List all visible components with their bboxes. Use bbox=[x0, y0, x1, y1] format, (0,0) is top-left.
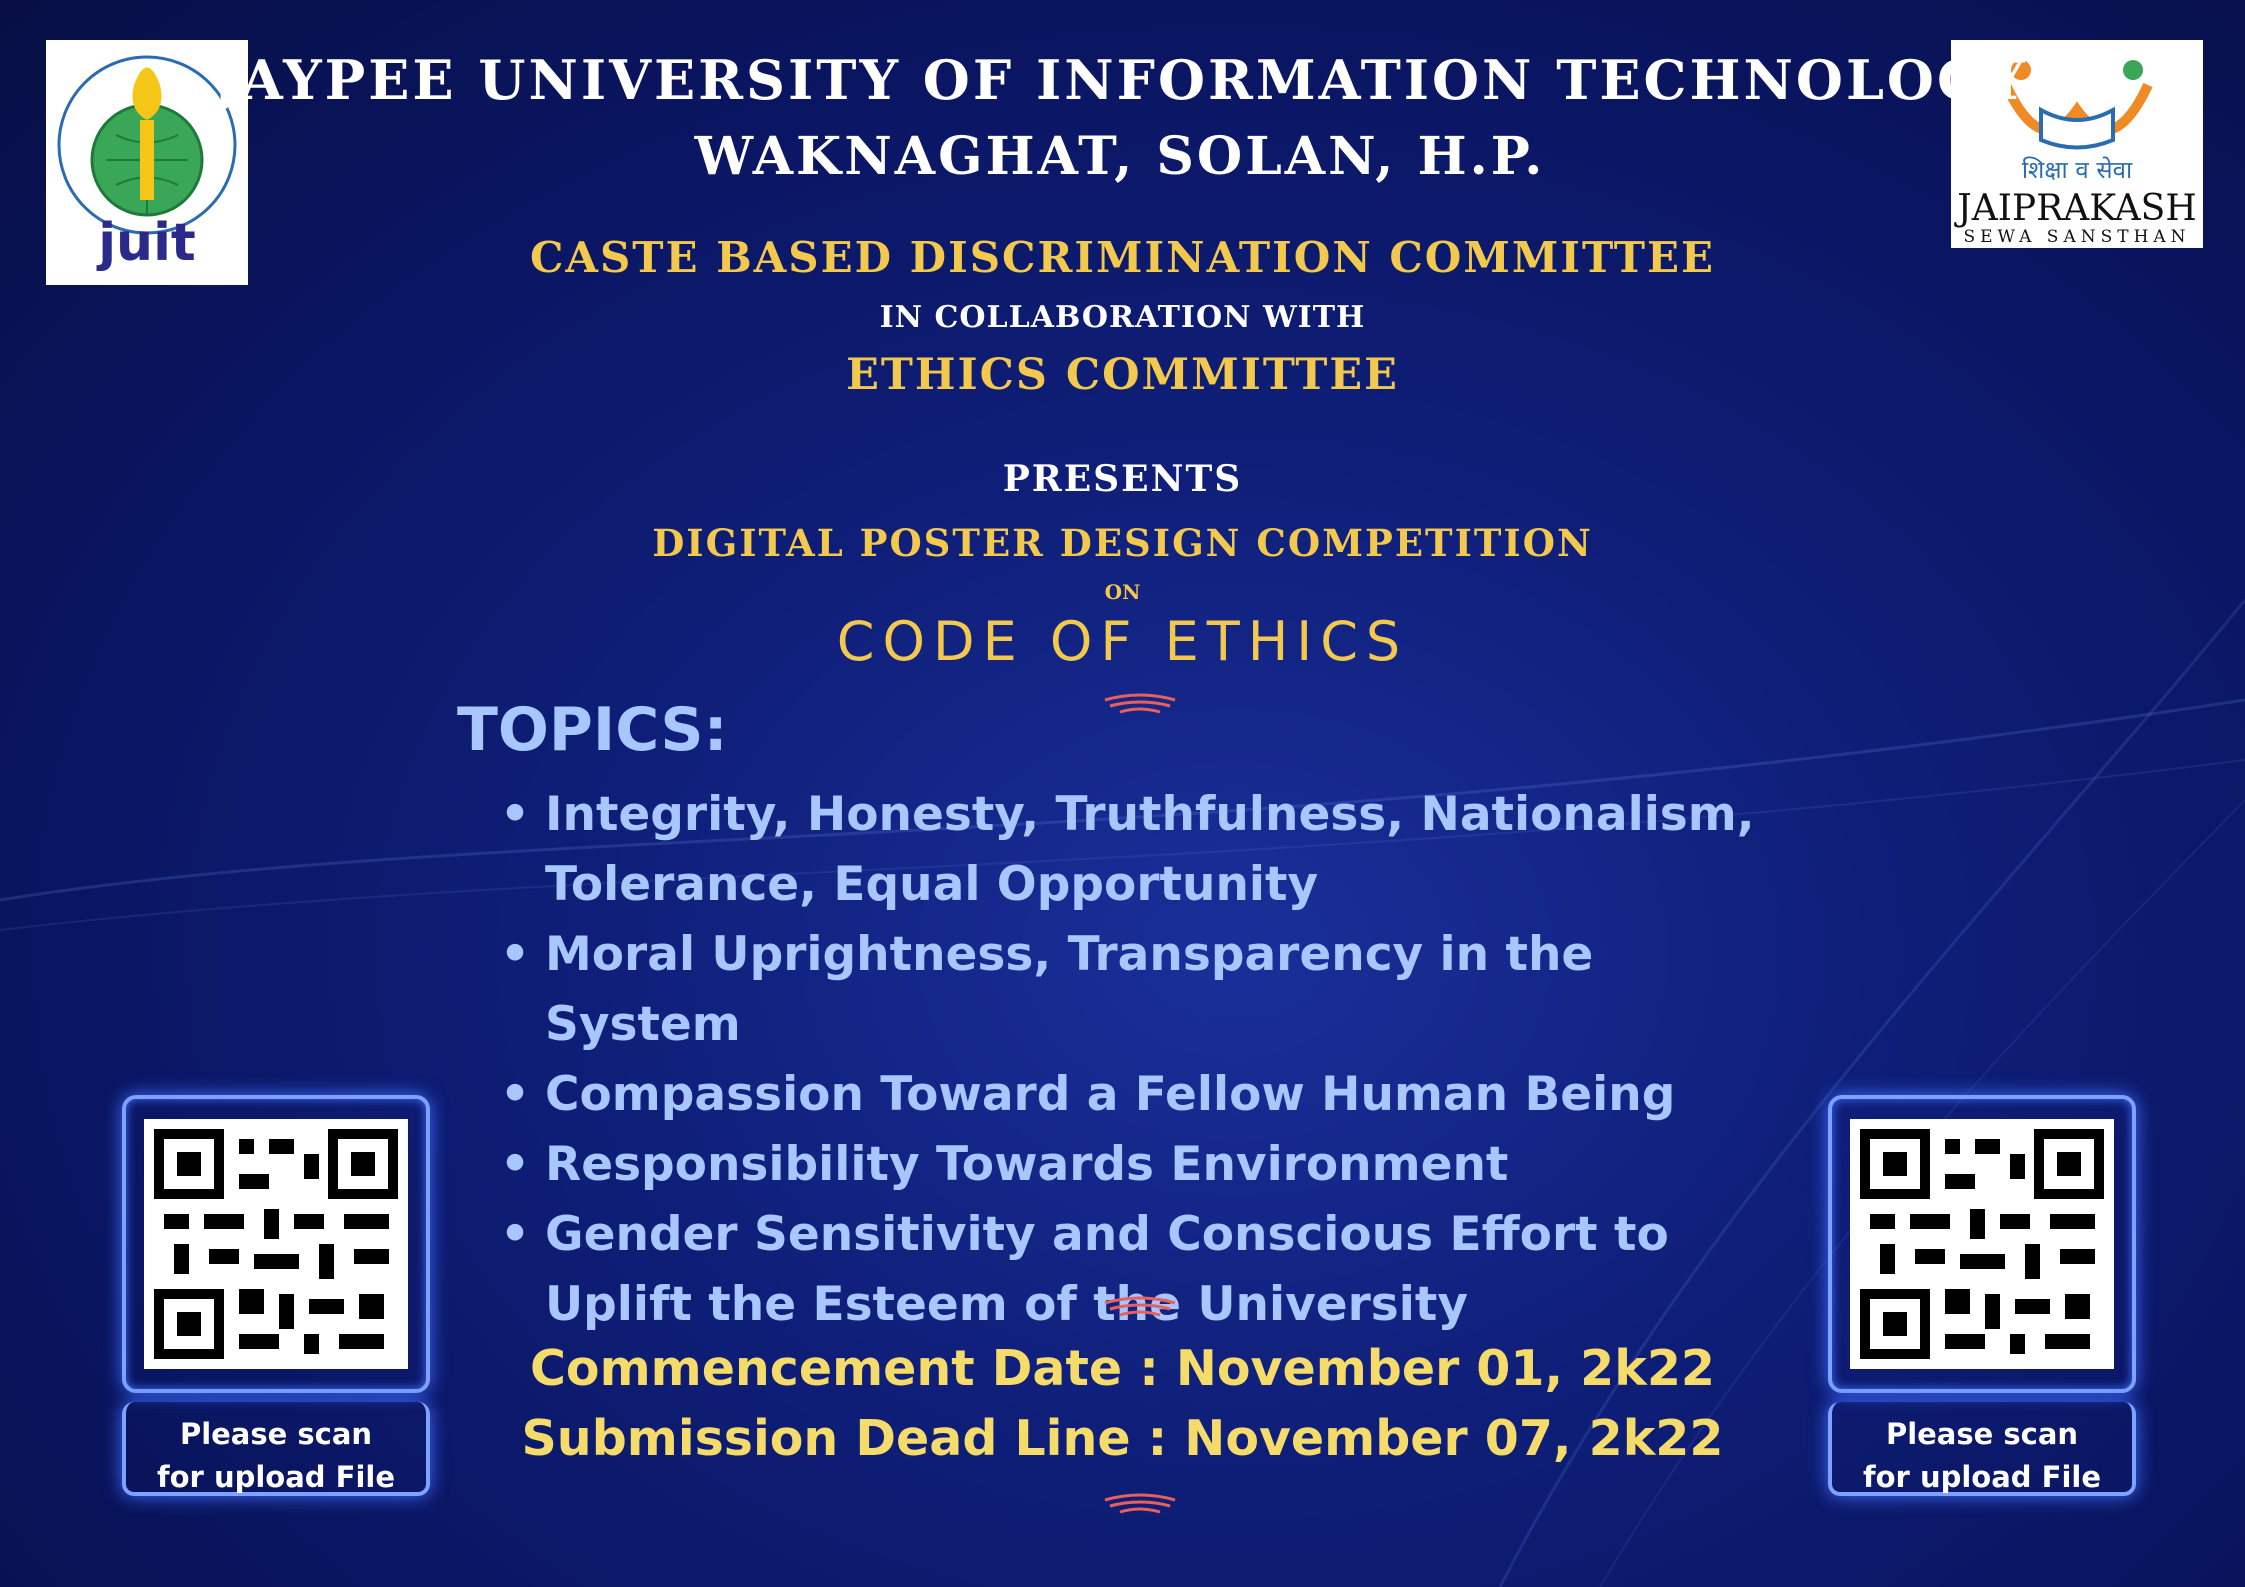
commencement-date: Commencement Date : November 01, 2k22 bbox=[529, 1340, 1716, 1397]
list-item bbox=[500, 1060, 1800, 1130]
theme-title: CODE OF ETHICS bbox=[836, 610, 1409, 673]
logo-name-text: JAIPRAKASH bbox=[1957, 188, 2197, 229]
topic-text: Integrity, Honesty, Truthfulness, Nationalism, Tolerance, Equal Opportunity bbox=[545, 787, 1755, 912]
qr-frame-right bbox=[1828, 1095, 2136, 1393]
juit-logo-text: juit bbox=[98, 213, 196, 273]
qr-caption-line2: for upload File bbox=[1863, 1460, 2101, 1494]
qr-code-icon[interactable] bbox=[1850, 1119, 2114, 1369]
qr-caption-right bbox=[1832, 1413, 2132, 1499]
bullet-icon: • bbox=[500, 1137, 531, 1192]
qr-caption-left bbox=[126, 1413, 426, 1499]
partner-committee: ETHICS COMMITTEE bbox=[846, 350, 1399, 400]
qr-frame-left bbox=[122, 1095, 430, 1393]
qr-caption-line1: Please scan bbox=[179, 1417, 373, 1451]
topics-list bbox=[500, 780, 1800, 1340]
presents-text: PRESENTS bbox=[1002, 458, 1243, 500]
on-text: ON bbox=[1104, 580, 1141, 604]
qr-caption-line1: Please scan bbox=[1885, 1417, 2079, 1451]
topic-text: Compassion Toward a Fellow Human Being bbox=[545, 1067, 1676, 1122]
topic-text: Responsibility Towards Environment bbox=[545, 1137, 1509, 1192]
bullet-icon: • bbox=[500, 927, 531, 982]
topic-text: Gender Sensitivity and Conscious Effort to Uplift the Esteem of the University bbox=[545, 1207, 1669, 1332]
qr-code-icon[interactable] bbox=[144, 1119, 408, 1369]
list-item bbox=[500, 1130, 1800, 1200]
list-item bbox=[500, 920, 1800, 1060]
ornament-divider-icon bbox=[1100, 1490, 1180, 1520]
list-item bbox=[500, 780, 1800, 920]
collaboration-text: IN COLLABORATION WITH bbox=[879, 300, 1366, 335]
university-location: WAKNAGHAT, SOLAN, H.P. bbox=[694, 126, 1546, 187]
topics-heading: TOPICS: bbox=[457, 695, 728, 765]
submission-deadline: Submission Dead Line : November 07, 2k22 bbox=[521, 1410, 1724, 1467]
ornament-divider-icon bbox=[1100, 690, 1180, 720]
qr-caption-line2: for upload File bbox=[157, 1460, 395, 1494]
ornament-divider-icon bbox=[1100, 1293, 1180, 1323]
logo-sub-text: SEWA SANSTHAN bbox=[1963, 227, 2191, 247]
bullet-icon: • bbox=[500, 1207, 531, 1262]
bullet-icon: • bbox=[500, 1067, 531, 1122]
bullet-icon: • bbox=[500, 787, 531, 842]
event-title: DIGITAL POSTER DESIGN COMPETITION bbox=[652, 521, 1593, 565]
committee-title: CASTE BASED DISCRIMINATION COMMITTEE bbox=[529, 233, 1716, 282]
topic-text: Moral Uprightness, Transparency in the System bbox=[545, 927, 1594, 1052]
logo-hindi-text: शिक्षा व सेवा bbox=[2021, 156, 2133, 184]
university-name: JAYPEE UNIVERSITY OF INFORMATION TECHNOLOGY bbox=[212, 48, 2028, 112]
